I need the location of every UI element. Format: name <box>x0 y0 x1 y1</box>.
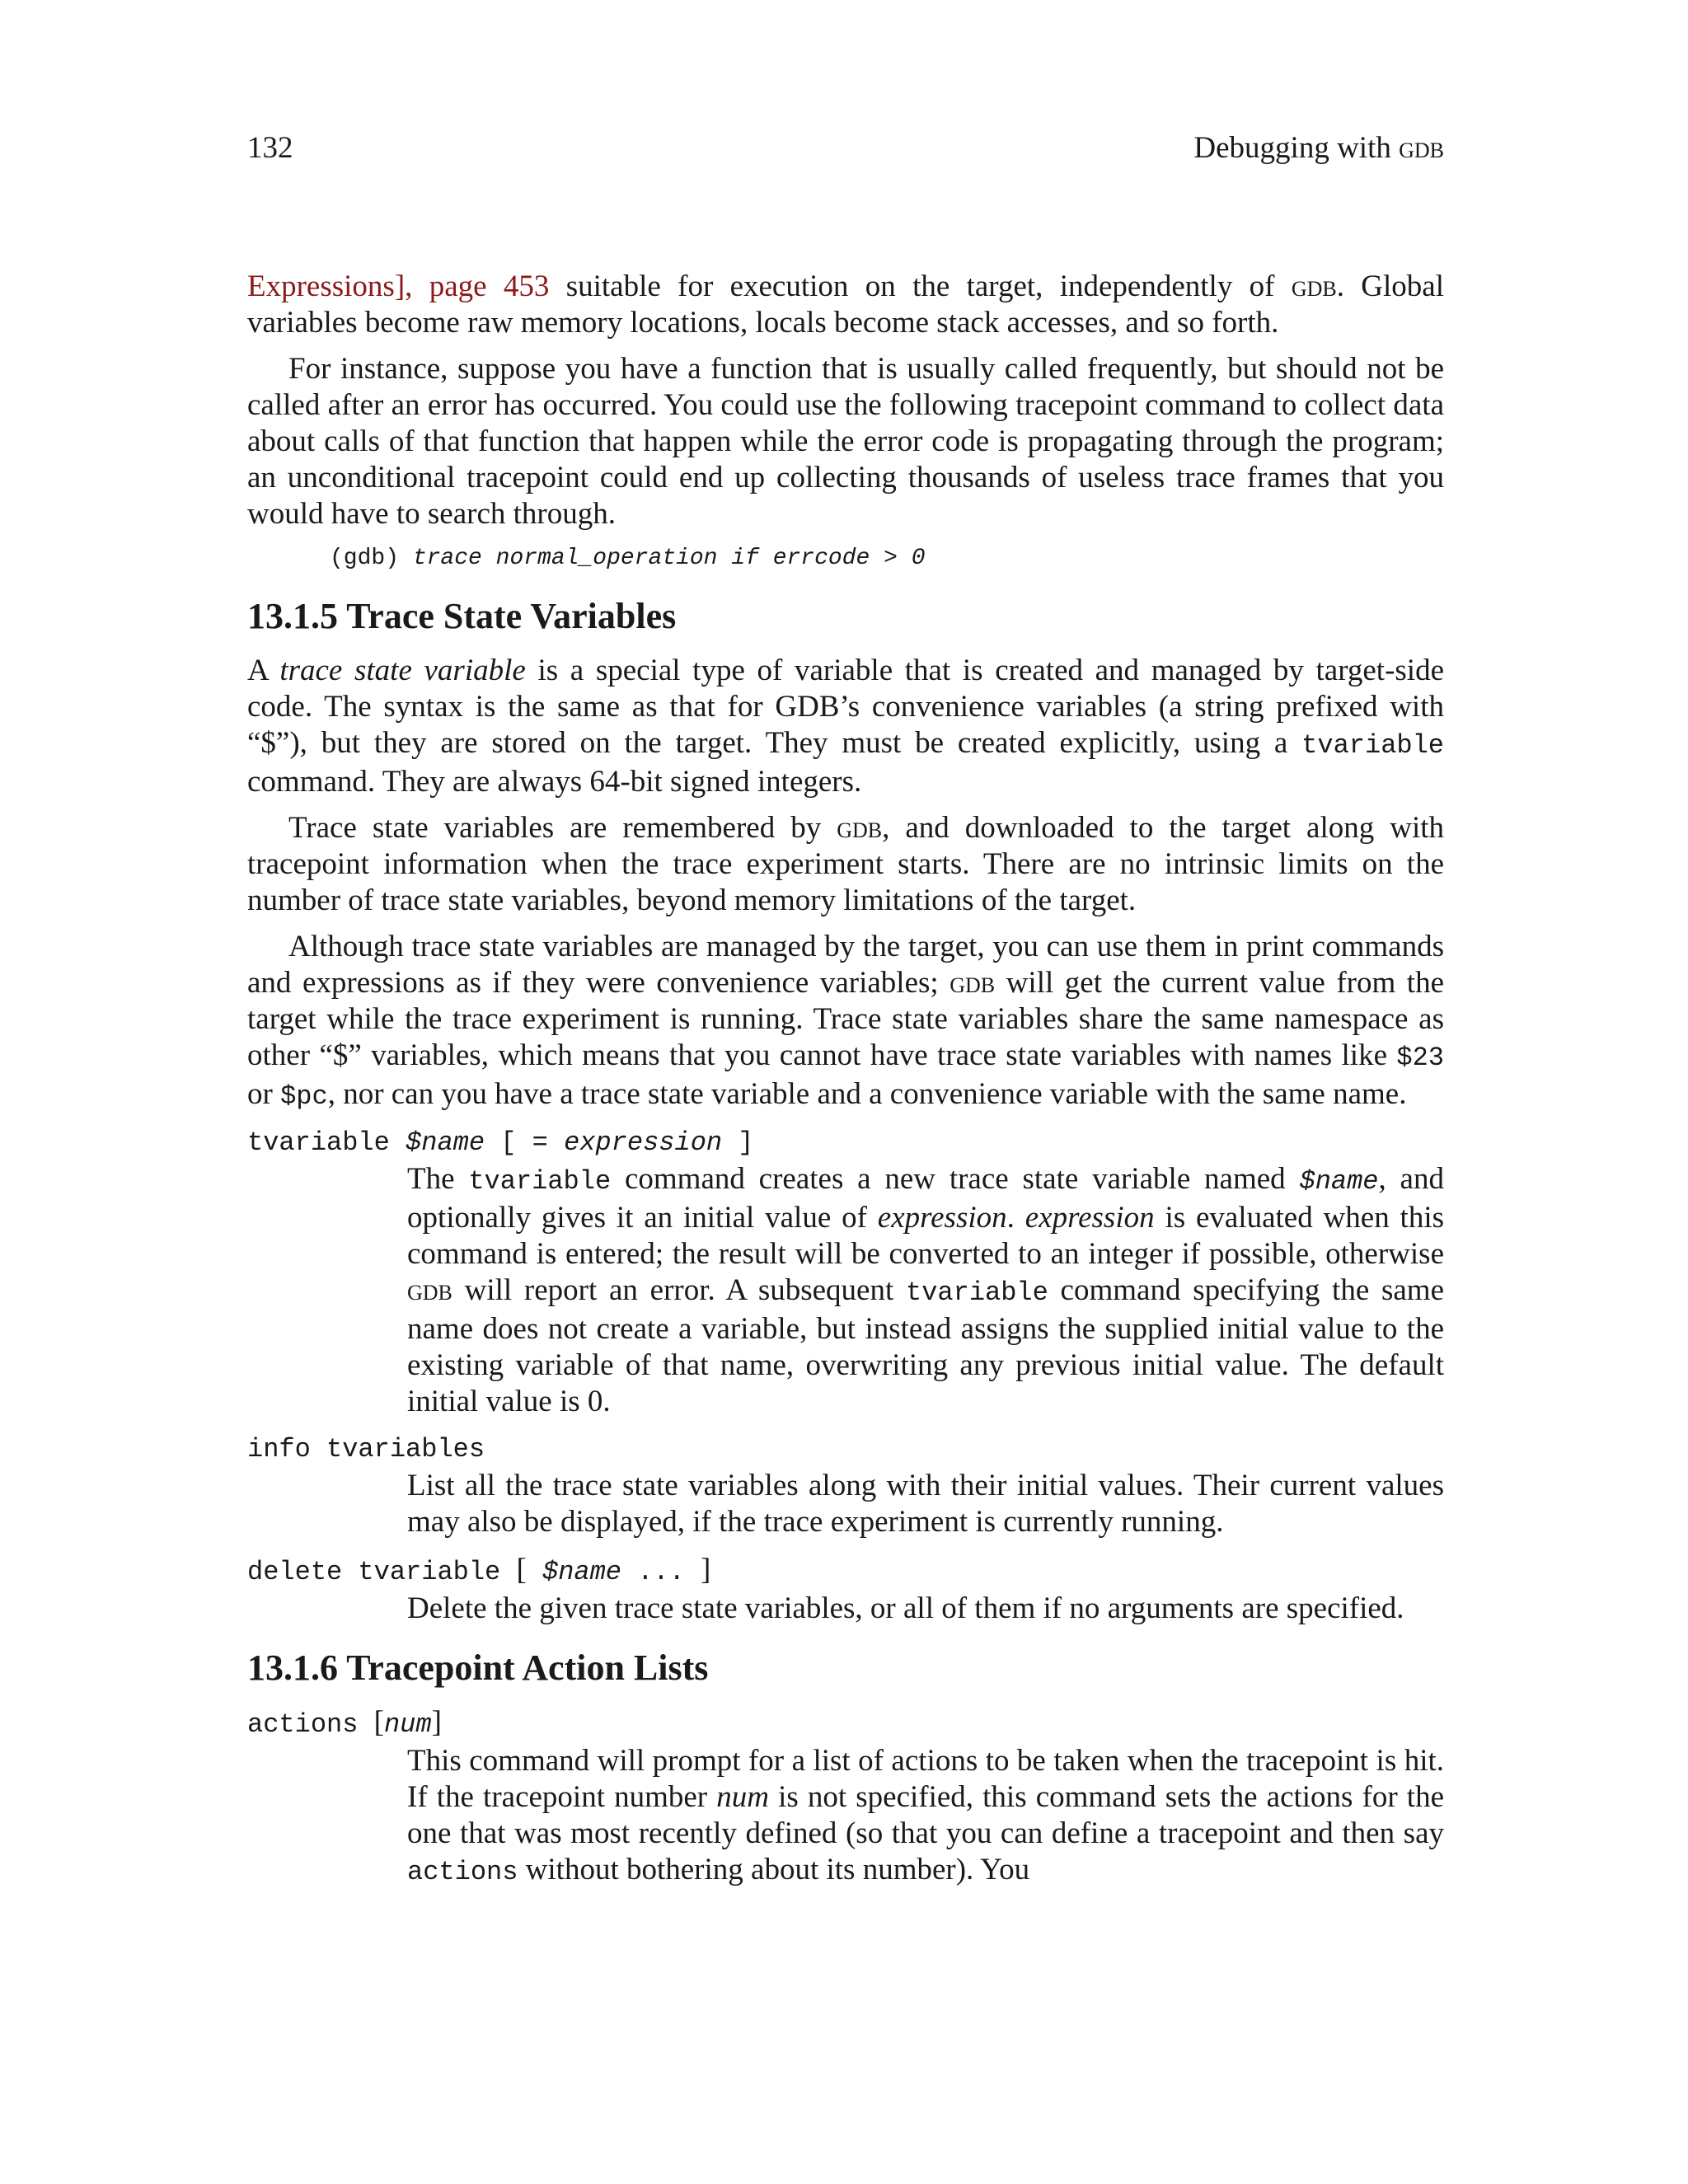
running-title: Debugging with gdb <box>1193 131 1444 165</box>
code-example: (gdb) trace normal_operation if errcode > 0 <box>330 546 926 571</box>
definition-body-info-tvariables: List all the trace state variables along with their initial values. Their current values may also be displayed, if the trace experiment is currently running. <box>407 1469 1444 1539</box>
cross-reference-link[interactable]: Expressions], page 453 <box>247 269 550 303</box>
although-paragraph: Although trace state variables are managed by the target, you can use them in print commands and expressions as if they were convenience variables; gdb will get the current value from the target while the trace experiment is running. Trace state variables share the same namespace as other “$” variables, which means that you cannot have trace state variables with names like $23 or $pc, nor can you have a trace state variable and a convenience variable with the same name. <box>247 930 1444 1112</box>
definition-body-actions: This command will prompt for a list of actions to be taken when the tracepoint is hit. If the tracepoint number num is not specified, this command sets the actions for the one that was most recently defined (so that you can define a tracepoint and then say actions without bothering about its number). You <box>407 1744 1445 1887</box>
definition-body-tvariable: The tvariable command creates a new trace state variable named $name, and optionally gives it an initial value of expression. expression is evaluated when this command is entered; the result will be converted to an integer if possible, otherwise gdb will report an error. A subsequent tvariable command specifying the same name does not create a variable, but instead assigns the supplied initial value to the existing variable of that name, overwriting any previous initial value. The default initial value is 0. <box>407 1162 1444 1418</box>
instance-paragraph: For instance, suppose you have a function that is usually called frequently, but should not be called after an error has occurred. You could use the following tracepoint command to collect data about calls of that function that happen while the error code is propagating through the program; an unconditional tracepoint could end up collecting thousands of useless trace frames that you would have to search through. <box>247 352 1444 531</box>
remembered-paragraph: Trace state variables are remembered by gdb, and downloaded to the target along with tracepoint information when the trace experiment starts. There are no intrinsic limits on the number of trace state variables, beyond memory limitations of the target. <box>247 811 1444 917</box>
definition-term-delete-tvariable: delete tvariable [ $name ... ] <box>247 1553 711 1587</box>
page-body <box>247 269 1444 1902</box>
section-heading-1316: 13.1.6 Tracepoint Action Lists <box>247 1647 709 1688</box>
definition-term-tvariable: tvariable $name [ = expression ] <box>247 1127 754 1158</box>
page-number: 132 <box>247 131 293 165</box>
definition-term-info-tvariables: info tvariables <box>247 1434 485 1465</box>
definition-body-delete-tvariable: Delete the given trace state variables, or all of them if no arguments are specified. <box>407 1591 1404 1625</box>
intro-paragraph: Expressions], page 453 suitable for execution on the target, independently of gdb. Global variables become raw memory locations, locals become stack accesses, and so forth. <box>247 269 1444 340</box>
tsv-paragraph: A trace state variable is a special type of variable that is created and managed by target-side code. The syntax is the same as that for GDB’s convenience variables (a string prefixed with “$”), but they are stored on the target. They must be created explicitly, using a tvariable command. They are always 64-bit signed integers. <box>247 654 1444 799</box>
definition-term-actions: actions [num] <box>247 1705 442 1740</box>
section-heading-1315: 13.1.5 Trace State Variables <box>247 596 677 636</box>
